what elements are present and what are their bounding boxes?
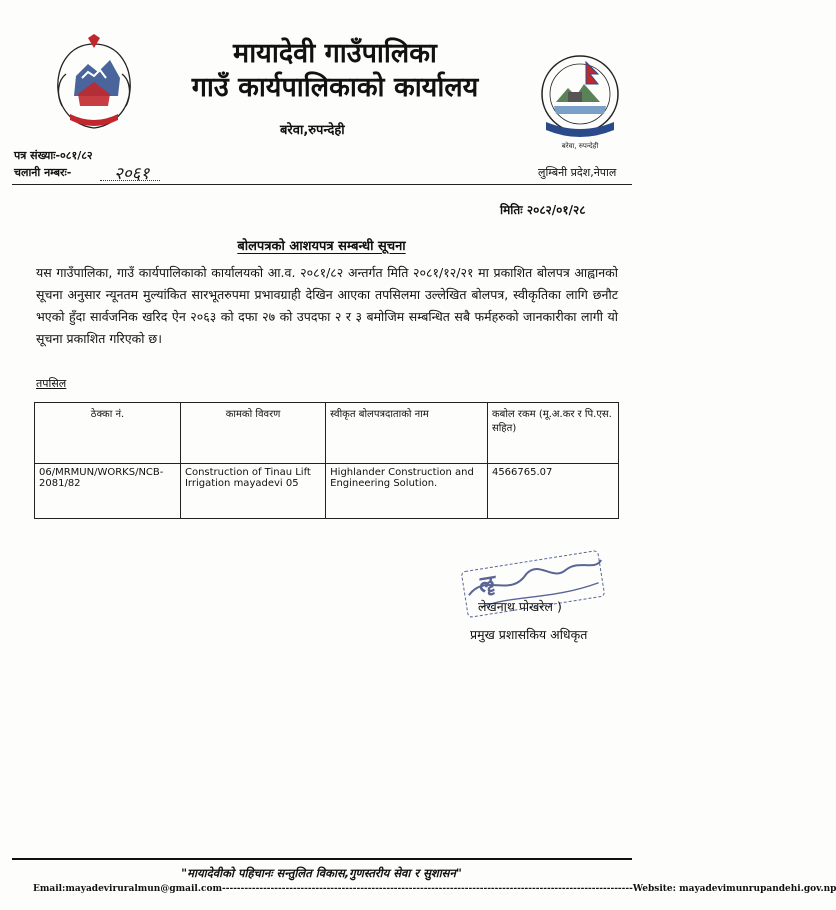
office-address: बरेवा,रुपन्देही <box>280 123 345 138</box>
footer-contact-line <box>33 884 836 894</box>
nepal-emblem-logo <box>48 34 140 134</box>
signatory-title: प्रमुख प्रशासकिय अधिकृत <box>470 627 588 642</box>
signatory-name: लेखनाथ पोखरेल ) <box>478 599 562 614</box>
cell-work-description: Construction of Tinau Lift Irrigation mayadevi 05 <box>180 464 325 519</box>
svg-text:बरेवा, रुपन्देही: बरेवा, रुपन्देही <box>561 142 599 150</box>
footer-email[interactable]: Email:mayadeviruralmun@gmail.com <box>33 884 222 894</box>
municipality-seal-logo <box>538 52 622 152</box>
reference-number: पत्र संख्याः-०८१/८२ <box>14 149 93 162</box>
footer-website[interactable]: Website: mayadevimunrupandehi.gov.np <box>632 884 836 894</box>
notice-subject-text: बोलपत्रको आशयपत्र सम्बन्धी सूचना <box>237 239 406 254</box>
header-divider <box>12 184 632 185</box>
cell-bidder-name: Highlander Construction and Engineering Solution. <box>326 464 488 519</box>
dispatch-number: २०६१ <box>114 164 150 184</box>
header-work-description: कामको विवरण <box>180 403 325 464</box>
schedule-label: तपसिल <box>36 377 67 390</box>
notice-date: मितिः २०८२/०१/२८ <box>500 203 586 217</box>
dispatch-label: चलानी नम्बरः- <box>14 166 72 179</box>
cell-bid-amount: 4566765.07 <box>487 464 618 519</box>
header-bidder-name: स्वीकृत बोलपत्रदाताको नाम <box>326 403 488 464</box>
cell-contract-no: 06/MRMUN/WORKS/NCB-2081/82 <box>35 464 181 519</box>
award-table <box>34 402 619 519</box>
footer-dash-leader: -------------------------------------------------------------------------------------------------------------- <box>221 884 633 894</box>
official-stamp-signature: ॡ <box>454 544 611 625</box>
province-label: लुम्बिनी प्रदेश,नेपाल <box>538 166 617 179</box>
office-subtitle: गाउँ कार्यपालिकाको कार्यालय <box>191 72 479 103</box>
footer-divider <box>12 858 632 860</box>
office-name: मायादेवी गाउँपालिका <box>233 38 437 69</box>
footer-motto: "मायादेवीको पहिचानः सन्तुलित विकास,गुणस्तरीय सेवा र सुशासन" <box>181 866 462 880</box>
notice-subject <box>0 236 643 254</box>
table-header-row <box>35 403 619 464</box>
table-row <box>35 464 619 519</box>
header-contract-no: ठेक्का नं. <box>35 403 181 464</box>
notice-body: यस गाउँपालिका, गाउँ कार्यपालिकाको कार्यालयको आ.व. २०८१/८२ अन्तर्गत मिति २०८१/१२/२१ मा प्रकाशित बोलपत्र आह्वानको सूचना अनुसार न्यूनतम मुल्यांकित सारभूतरुपमा प्रभावग्राही देखिन आएका तपसिलमा उल्लेखित बोलपत्र, स्वीकृतिका लागि छनौट भएको हुँदा सार्वजनिक खरिद ऐन २०६३ को दफा २७ को उपदफा २ र ३ बमोजिम सम्बन्धित सबै फर्महरुको जानकारीका लागी यो सूचना प्रकाशित गरिएको छ। <box>36 265 618 346</box>
dispatch-underline <box>100 180 160 181</box>
header-bid-amount: कबोल रकम (मू.अ.कर र पि.एस. सहित) <box>487 403 618 464</box>
